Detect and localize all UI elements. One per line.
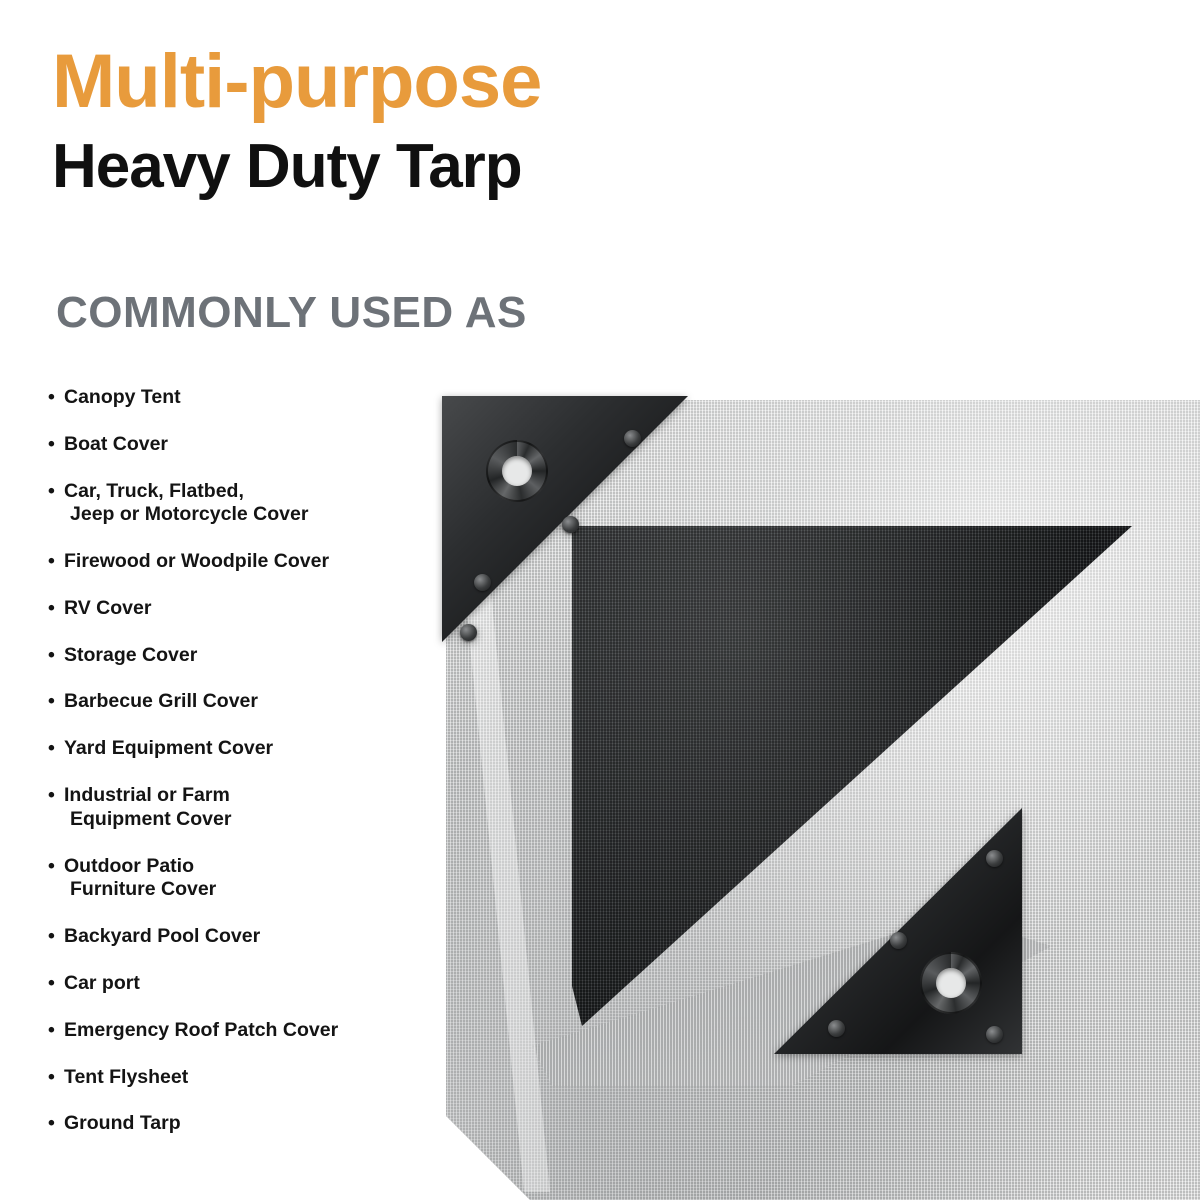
rivet-icon <box>986 850 1003 867</box>
bullet-icon: • <box>48 479 55 502</box>
list-item <box>48 690 468 714</box>
grommet-icon <box>486 440 548 502</box>
list-item-label: Backyard Pool Cover <box>64 925 261 948</box>
rivet-icon <box>474 574 491 591</box>
grommet-icon <box>920 952 982 1014</box>
bullet-icon: • <box>48 1018 55 1041</box>
list-item <box>48 597 468 621</box>
list-item-label-line2: Furniture Cover <box>70 878 217 901</box>
rivet-icon <box>624 430 641 447</box>
list-item <box>48 433 468 457</box>
list-item-label: Storage Cover <box>64 643 198 666</box>
bullet-icon: • <box>48 1112 55 1135</box>
bullet-icon: • <box>48 690 55 713</box>
list-item-label: Car, Truck, Flatbed, <box>64 479 244 502</box>
uses-list <box>48 386 468 1159</box>
bullet-icon: • <box>48 596 55 619</box>
bullet-icon: • <box>48 925 55 948</box>
list-item <box>48 972 468 996</box>
bullet-icon: • <box>48 432 55 455</box>
list-item-label: Yard Equipment Cover <box>64 737 274 760</box>
list-item-label: Firewood or Woodpile Cover <box>64 550 330 573</box>
list-item <box>48 1066 468 1090</box>
list-item-label: Barbecue Grill Cover <box>64 690 258 713</box>
list-item-label: Ground Tarp <box>64 1112 181 1135</box>
list-item-label-line2: Equipment Cover <box>70 807 232 830</box>
list-item-label: Industrial or Farm <box>64 784 230 807</box>
list-item <box>48 925 468 949</box>
bullet-icon: • <box>48 971 55 994</box>
bullet-icon: • <box>48 1065 55 1088</box>
list-item-label: Boat Cover <box>64 432 169 455</box>
list-item <box>48 1019 468 1043</box>
rivet-icon <box>986 1026 1003 1043</box>
rivet-icon <box>562 516 579 533</box>
list-item-label: Canopy Tent <box>64 386 181 408</box>
product-photo <box>432 386 1200 1200</box>
section-subheading: COMMONLY USED AS <box>56 288 527 337</box>
list-item-label: Outdoor Patio <box>64 854 194 877</box>
list-item <box>48 644 468 668</box>
headline-secondary: Heavy Duty Tarp <box>52 132 522 201</box>
bullet-icon: • <box>48 386 55 408</box>
rivet-icon <box>828 1020 845 1037</box>
bullet-icon: • <box>48 737 55 760</box>
list-item <box>48 480 468 528</box>
bullet-icon: • <box>48 643 55 666</box>
list-item <box>48 737 468 761</box>
list-item-label: RV Cover <box>64 596 152 619</box>
list-item <box>48 784 468 832</box>
headline-primary: Multi-purpose <box>52 39 542 124</box>
list-item <box>48 550 468 574</box>
corner-reinforcement-top-left <box>434 388 696 650</box>
bullet-icon: • <box>48 550 55 573</box>
list-item-label: Emergency Roof Patch Cover <box>64 1018 339 1041</box>
list-item-label: Tent Flysheet <box>64 1065 189 1088</box>
list-item-label: Car port <box>64 971 140 994</box>
list-item <box>48 386 468 410</box>
headline-block <box>52 39 832 201</box>
rivet-icon <box>890 932 907 949</box>
corner-reinforcement-bottom-right <box>770 804 1030 1062</box>
list-item <box>48 855 468 903</box>
bullet-icon: • <box>48 784 55 807</box>
list-item-label-line2: Jeep or Motorcycle Cover <box>70 503 309 526</box>
bullet-icon: • <box>48 854 55 877</box>
list-item <box>48 1112 468 1136</box>
